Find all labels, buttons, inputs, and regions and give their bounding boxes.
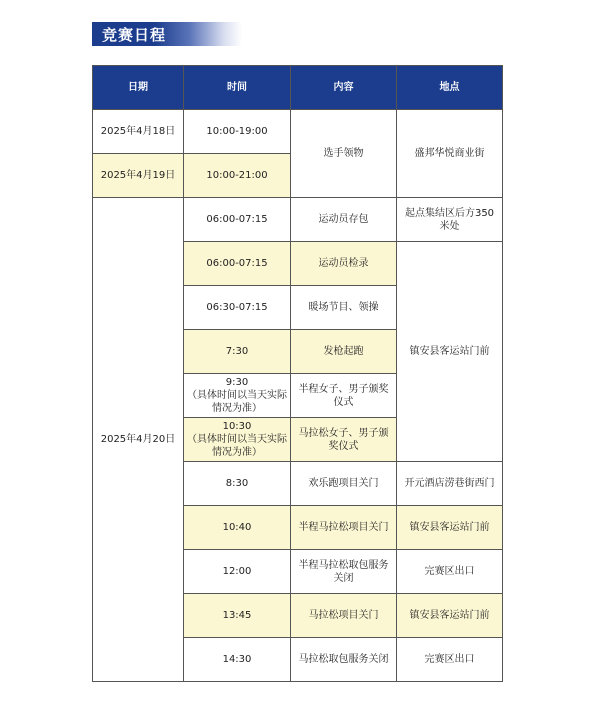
time-cell: 06:00-07:15	[184, 198, 291, 242]
location-cell: 完赛区出口	[397, 550, 503, 594]
content-cell: 马拉松取包服务关闭	[291, 638, 397, 682]
location-cell: 镇安县客运站门前	[397, 242, 503, 462]
location-cell: 镇安县客运站门前	[397, 594, 503, 638]
section-title: 竞赛日程	[102, 26, 167, 44]
time-cell: 10:30 （具体时间以当天实际情况为准）	[184, 418, 291, 462]
header-time: 时间	[184, 66, 291, 110]
date-cell: 2025年4月19日	[93, 154, 184, 198]
location-cell: 起点集结区后方350米处	[397, 198, 503, 242]
content-cell: 选手领物	[291, 110, 397, 198]
table-header-row	[93, 66, 503, 110]
content-cell: 马拉松女子、男子颁奖仪式	[291, 418, 397, 462]
content-cell: 运动员存包	[291, 198, 397, 242]
time-cell: 06:00-07:15	[184, 242, 291, 286]
location-cell: 盛邦华悦商业街	[397, 110, 503, 198]
time-cell: 9:30 （具体时间以当天实际情况为准）	[184, 374, 291, 418]
content-cell: 运动员检录	[291, 242, 397, 286]
content-cell: 半程女子、男子颁奖仪式	[291, 374, 397, 418]
header-location: 地点	[397, 66, 503, 110]
content-cell: 发枪起跑	[291, 330, 397, 374]
time-cell: 12:00	[184, 550, 291, 594]
time-cell: 8:30	[184, 462, 291, 506]
content-cell: 欢乐跑项目关门	[291, 462, 397, 506]
time-cell: 10:00-21:00	[184, 154, 291, 198]
time-cell: 10:00-19:00	[184, 110, 291, 154]
table-row	[93, 198, 503, 242]
time-cell: 06:30-07:15	[184, 286, 291, 330]
section-title-bar	[92, 22, 242, 46]
table-row	[93, 110, 503, 154]
content-cell: 马拉松项目关门	[291, 594, 397, 638]
date-cell: 2025年4月18日	[93, 110, 184, 154]
time-cell: 7:30	[184, 330, 291, 374]
location-cell: 开元酒店涝巷街西门	[397, 462, 503, 506]
time-cell: 14:30	[184, 638, 291, 682]
schedule-table	[92, 65, 503, 682]
header-content: 内容	[291, 66, 397, 110]
header-date: 日期	[93, 66, 184, 110]
location-cell: 镇安县客运站门前	[397, 506, 503, 550]
content-cell: 暖场节目、领操	[291, 286, 397, 330]
content-cell: 半程马拉松项目关门	[291, 506, 397, 550]
time-cell: 13:45	[184, 594, 291, 638]
time-cell: 10:40	[184, 506, 291, 550]
location-cell: 完赛区出口	[397, 638, 503, 682]
date-cell: 2025年4月20日	[93, 198, 184, 682]
content-cell: 半程马拉松取包服务关闭	[291, 550, 397, 594]
